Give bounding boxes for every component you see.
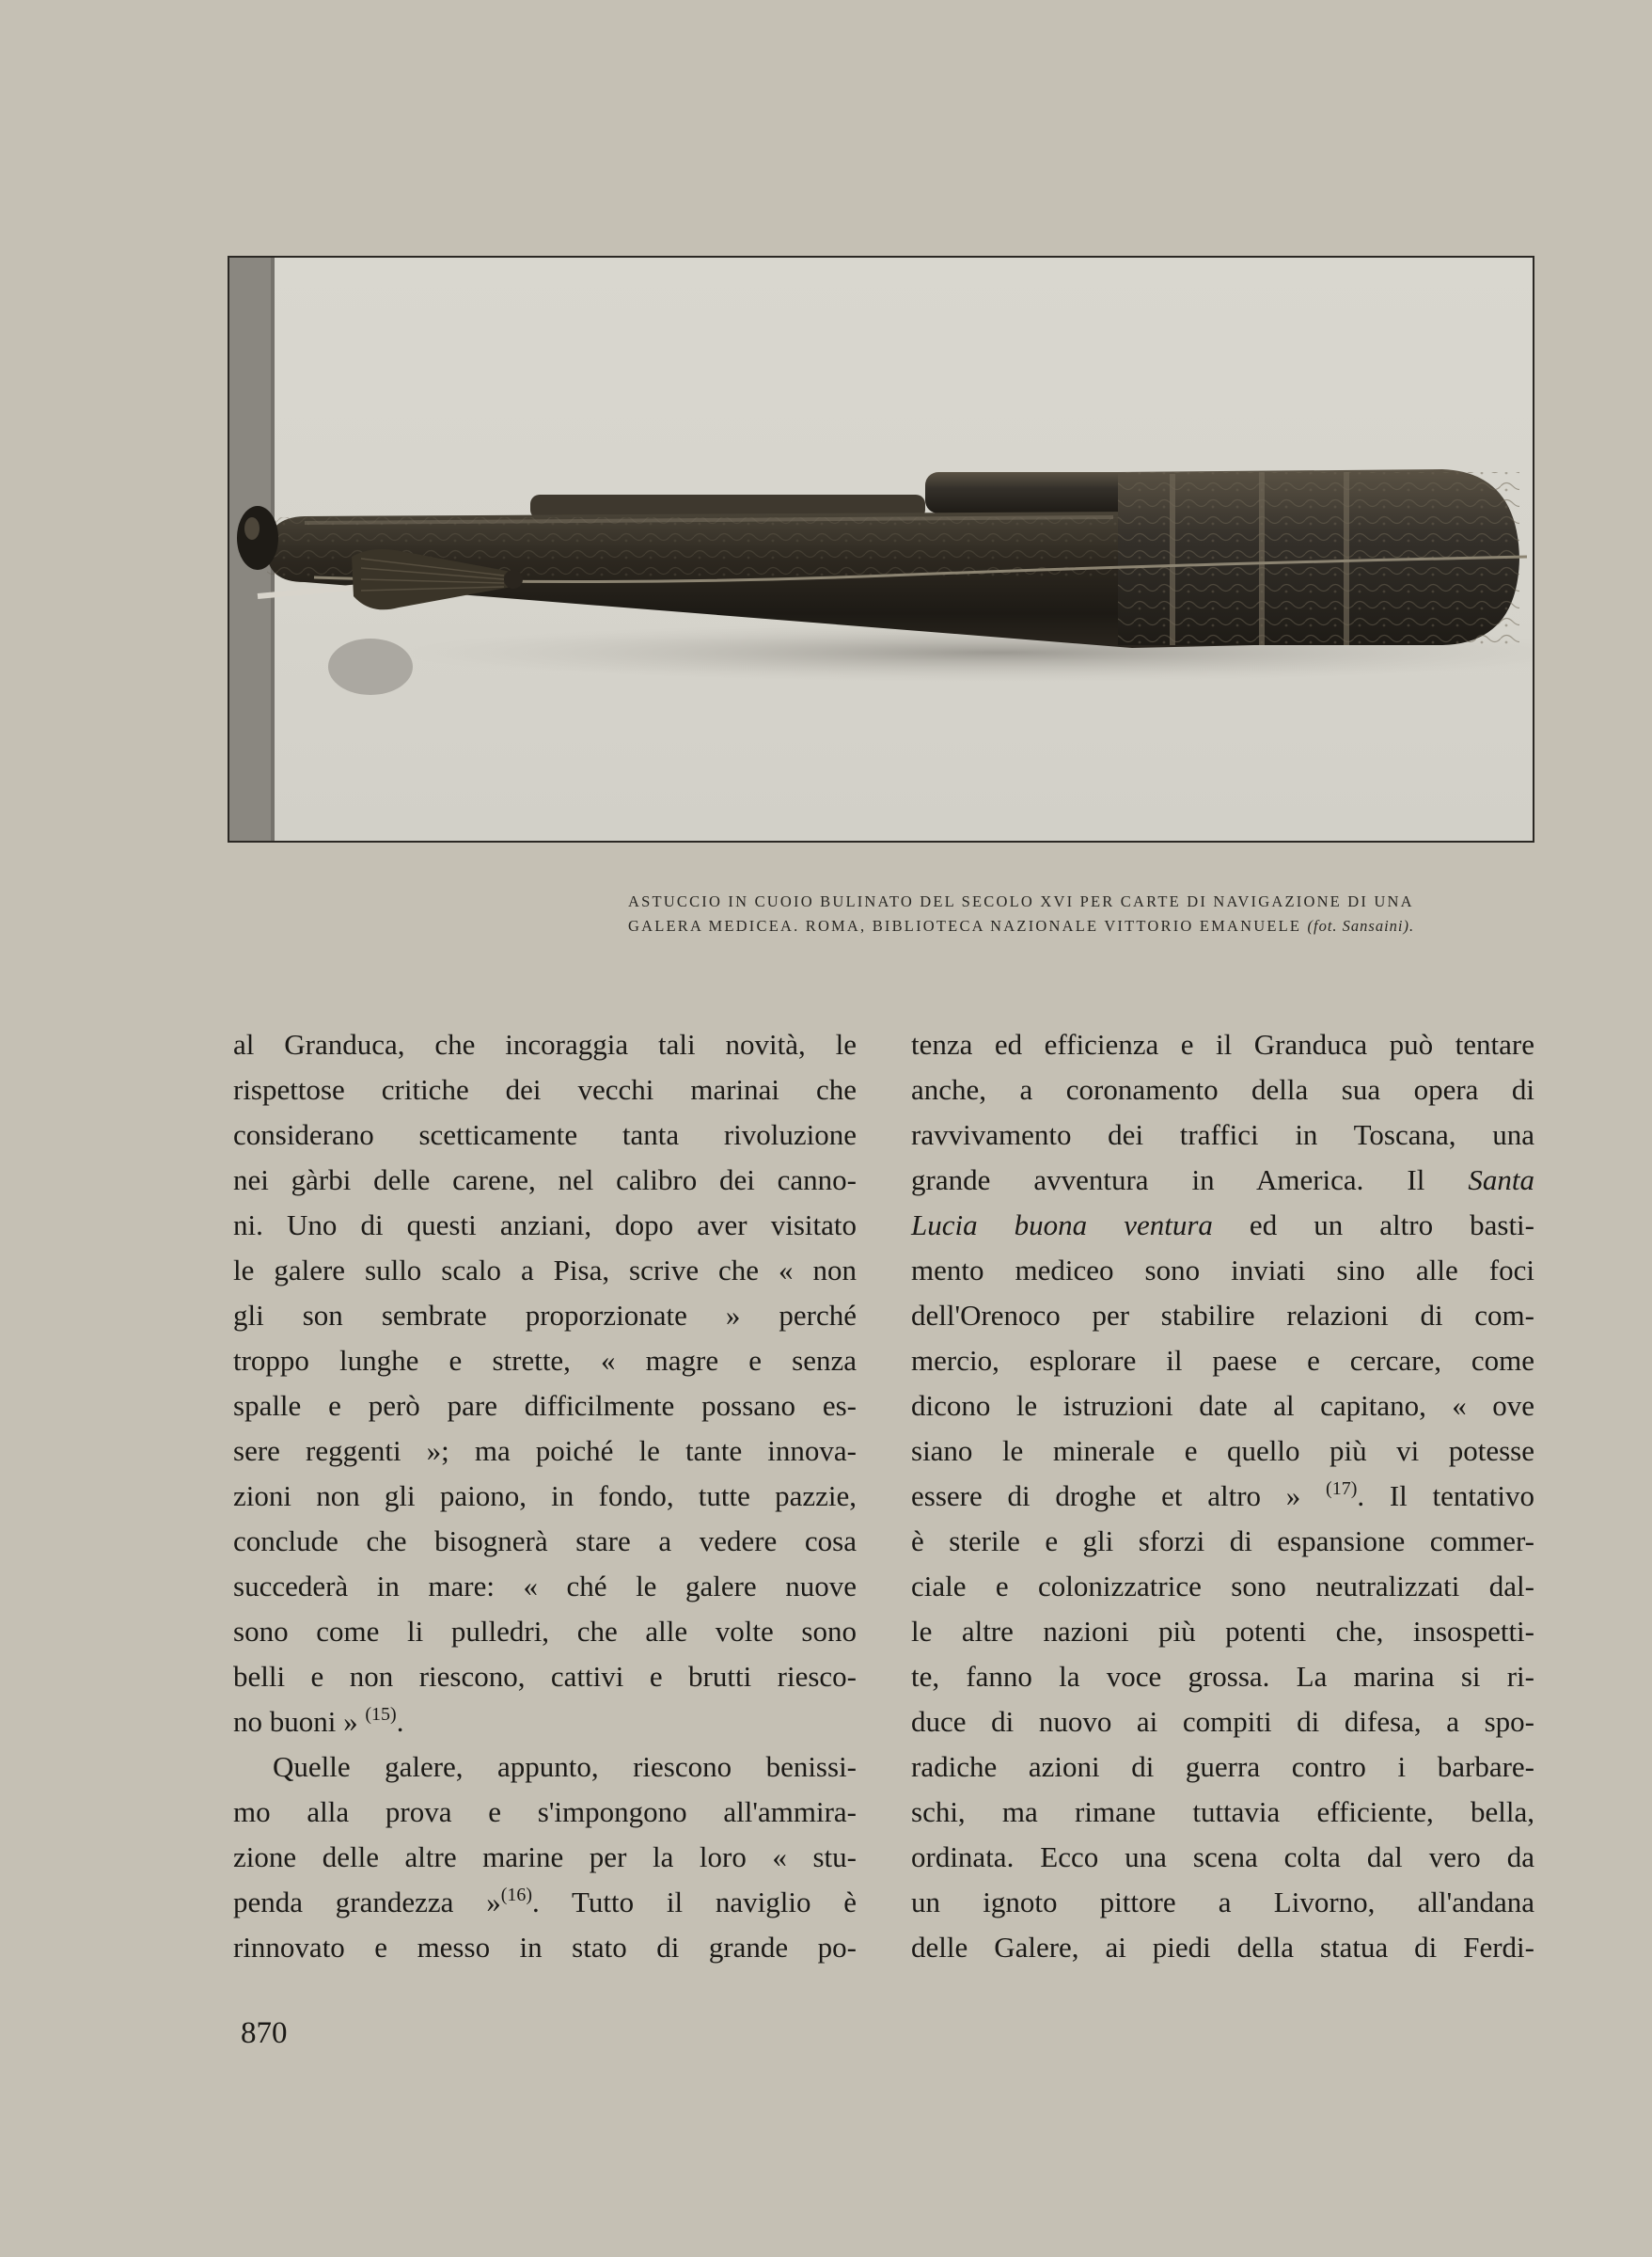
- leather-case-photo-icon: [229, 258, 1533, 841]
- text-line: dicono le istruzioni date al capitano, « ove: [911, 1389, 1534, 1422]
- caption-line-2: GALERA MEDICEA. ROMA, BIBLIOTECA NAZIONALE VITTORIO EMANUELE: [628, 917, 1302, 935]
- left-column: [233, 1022, 857, 1970]
- text-line: anche, a coronamento della sua opera di: [911, 1073, 1534, 1106]
- text-line: nei gàrbi delle carene, nel calibro dei canno-: [233, 1163, 857, 1196]
- text-line: rispettose critiche dei vecchi marinai che: [233, 1073, 857, 1106]
- text-fragment: grande avventura in America. Il: [911, 1163, 1469, 1196]
- text-line: conclude che bisognerà stare a vedere cosa: [233, 1524, 857, 1557]
- text-line: [233, 1699, 857, 1744]
- text-line: dell'Orenoco per stabilire relazioni di com-: [911, 1299, 1534, 1332]
- photograph: [228, 256, 1534, 843]
- footnote-ref[interactable]: (15): [365, 1704, 397, 1725]
- text-line: è sterile e gli sforzi di espansione commer-: [911, 1524, 1534, 1557]
- text-line: ni. Uno di questi anziani, dopo aver visitato: [233, 1208, 857, 1241]
- text-fragment: . Tutto il naviglio è: [532, 1886, 857, 1918]
- text-fragment: . Il tentativo: [1357, 1479, 1535, 1512]
- text-line: rinnovato e messo in stato di grande po-: [233, 1931, 857, 1964]
- text-line: le altre nazioni più potenti che, insospetti-: [911, 1615, 1534, 1648]
- text-line: gli son sembrate proporzionate » perché: [233, 1299, 857, 1332]
- footnote-ref[interactable]: (16): [500, 1885, 533, 1905]
- text-line: al Granduca, che incoraggia tali novità, le: [233, 1028, 857, 1061]
- caption-line-1: ASTUCCIO IN CUOIO BULINATO DEL SECOLO XVI PER CARTE DI NAVIGAZIONE DI UNA: [628, 892, 1414, 910]
- page-number: 870: [241, 2016, 288, 2050]
- text-line: radiche azioni di guerra contro i barbare-: [911, 1750, 1534, 1783]
- ship-name: Lucia buona ventura: [911, 1208, 1213, 1241]
- text-line: duce di nuovo ai compiti di difesa, a spo-: [911, 1705, 1534, 1738]
- text-line: spalle e però pare difficilmente possano es-: [233, 1389, 857, 1422]
- text-line: sono come li pulledri, che alle volte sono: [233, 1615, 857, 1648]
- text-line: sere reggenti »; ma poiché le tante innova-: [233, 1434, 857, 1467]
- text-line: tenza ed efficienza e il Granduca può tentare: [911, 1028, 1534, 1061]
- text-fragment: ed un altro basti-: [1212, 1208, 1534, 1241]
- text-line: [911, 1158, 1534, 1203]
- text-line: un ignoto pittore a Livorno, all'andana: [911, 1886, 1534, 1918]
- text-line: considerano scetticamente tanta rivoluzione: [233, 1118, 857, 1151]
- text-line: schi, ma rimane tuttavia efficiente, bella,: [911, 1795, 1534, 1828]
- text-line: mo alla prova e s'impongono all'ammira-: [233, 1795, 857, 1828]
- photo-credit: (fot. Sansaini).: [1307, 917, 1415, 935]
- text-fragment: .: [396, 1705, 404, 1738]
- text-line: ordinata. Ecco una scena colta dal vero da: [911, 1840, 1534, 1873]
- text-line: [911, 1203, 1534, 1248]
- text-line: mento mediceo sono inviati sino alle foci: [911, 1254, 1534, 1286]
- text-fragment: penda grandezza »: [233, 1886, 501, 1918]
- text-line: mercio, esplorare il paese e cercare, come: [911, 1344, 1534, 1377]
- text-line: ciale e colonizzatrice sono neutralizzati dal-: [911, 1570, 1534, 1602]
- text-line: belli e non riescono, cattivi e brutti riesco-: [233, 1660, 857, 1693]
- figure-caption: [628, 890, 1545, 939]
- text-line: [911, 1474, 1534, 1519]
- text-fragment: essere di droghe et altro »: [911, 1479, 1301, 1512]
- right-column: [911, 1022, 1534, 1970]
- text-line: ravvivamento dei traffici in Toscana, una: [911, 1118, 1534, 1151]
- ship-name: Santa: [1468, 1163, 1534, 1196]
- text-line: troppo lunghe e strette, « magre e senza: [233, 1344, 857, 1377]
- text-line: [233, 1880, 857, 1925]
- text-line: te, fanno la voce grossa. La marina si ri-: [911, 1660, 1534, 1693]
- text-line: succederà in mare: « ché le galere nuove: [233, 1570, 857, 1602]
- footnote-ref[interactable]: (17): [1326, 1478, 1358, 1499]
- text-line: zione delle altre marine per la loro « stu-: [233, 1840, 857, 1873]
- text-line: Quelle galere, appunto, riescono benissi-: [273, 1750, 857, 1783]
- text-line: le galere sullo scalo a Pisa, scrive che « non: [233, 1254, 857, 1286]
- text-line: delle Galere, ai piedi della statua di Ferdi-: [911, 1931, 1534, 1964]
- text-fragment: no buoni »: [233, 1705, 358, 1738]
- text-line: siano le minerale e quello più vi potesse: [911, 1434, 1534, 1467]
- text-line: zioni non gli paiono, in fondo, tutte pazzie,: [233, 1479, 857, 1512]
